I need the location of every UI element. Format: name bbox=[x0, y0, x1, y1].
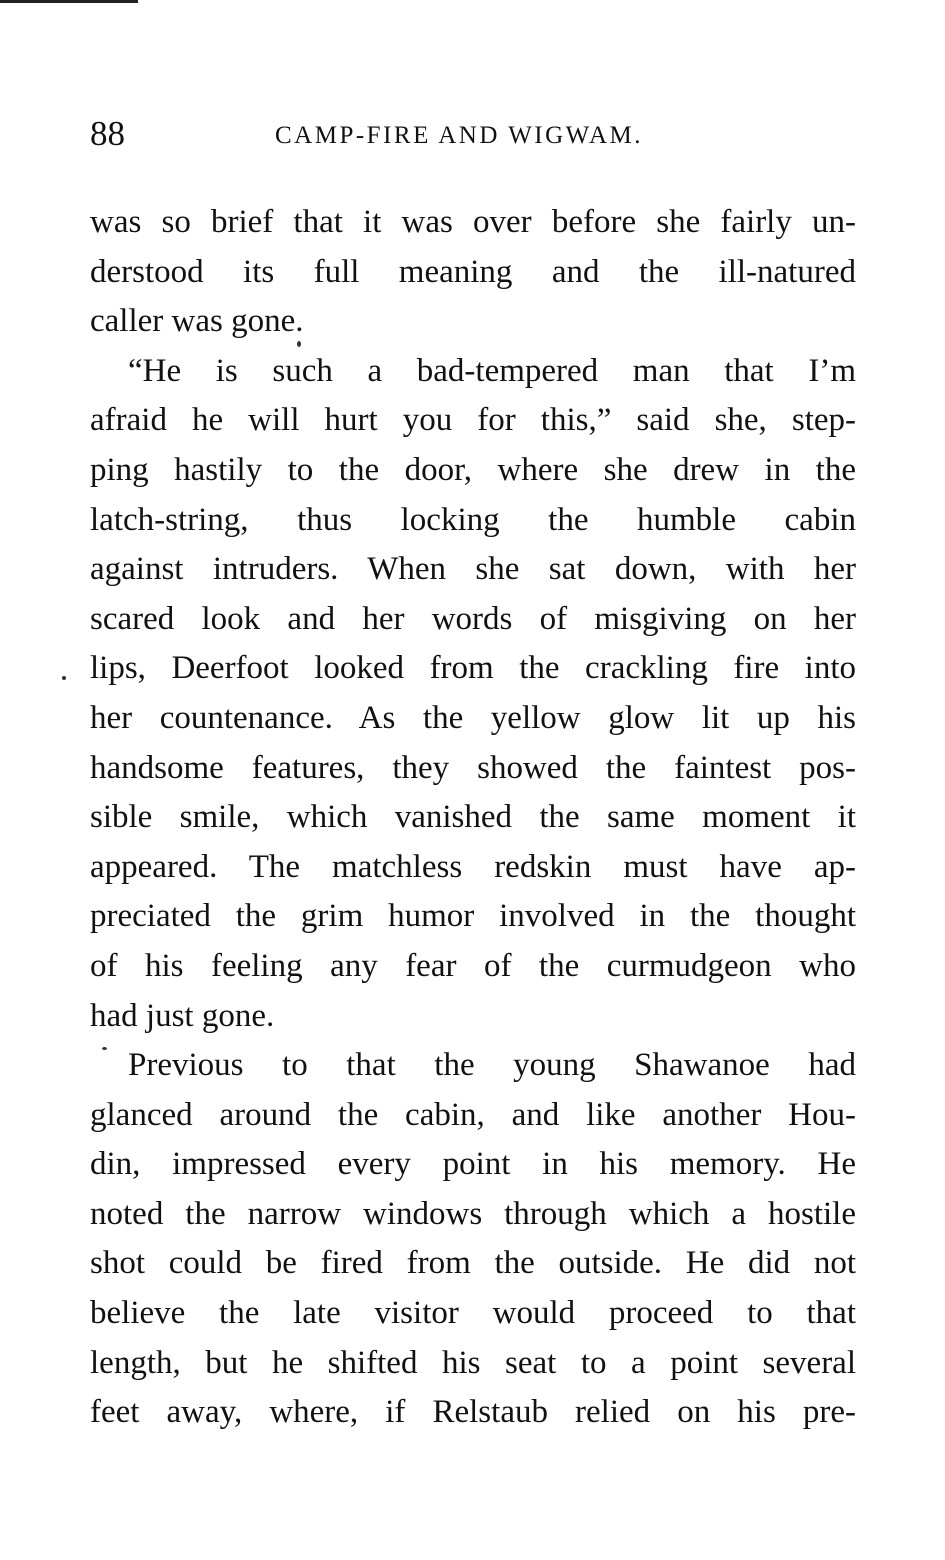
text-line: glanced around the cabin, and like another Hou- bbox=[90, 1096, 856, 1133]
text-line: had just gone. bbox=[90, 997, 275, 1034]
page-number: 88 bbox=[90, 114, 125, 153]
text-line: preciated the grim humor involved in the thought bbox=[90, 898, 856, 935]
scan-speck bbox=[62, 676, 66, 680]
text-line: sible smile, which vanished the same moment it bbox=[90, 799, 856, 836]
paragraph-first-line: “He is such a bad-tempered man that I’m bbox=[128, 352, 856, 389]
text-line: handsome features, they showed the faintest pos- bbox=[90, 749, 856, 786]
scan-speck bbox=[297, 341, 301, 347]
text-line: noted the narrow windows through which a hostile bbox=[90, 1195, 856, 1232]
text-line: feet away, where, if Relstaub relied on his pre- bbox=[90, 1394, 856, 1431]
text-line: afraid he will hurt you for this,” said she, step- bbox=[90, 402, 856, 439]
top-edge-rule bbox=[0, 0, 138, 3]
text-line: latch-string, thus locking the humble cabin bbox=[90, 501, 856, 538]
text-line: was so brief that it was over before she fairly un- bbox=[90, 204, 856, 240]
running-head: CAMP-FIRE AND WIGWAM. bbox=[275, 122, 644, 149]
text-line: appeared. The matchless redskin must have ap- bbox=[90, 848, 856, 885]
text-line: caller was gone. bbox=[90, 303, 304, 340]
paragraph-first-line: Previous to that the young Shawanoe had bbox=[128, 1047, 856, 1084]
scan-speck bbox=[102, 1047, 107, 1050]
text-line: of his feeling any fear of the curmudgeon who bbox=[90, 947, 856, 984]
text-line: against intruders. When she sat down, with her bbox=[90, 551, 856, 588]
text-line: derstood its full meaning and the ill-natured bbox=[90, 253, 856, 290]
text-line: ping hastily to the door, where she drew in the bbox=[90, 451, 856, 488]
text-line: length, but he shifted his seat to a point several bbox=[90, 1344, 856, 1381]
page-header bbox=[90, 112, 860, 156]
text-line: lips, Deerfoot looked from the crackling fire into bbox=[90, 650, 856, 687]
text-line: her countenance. As the yellow glow lit up his bbox=[90, 699, 856, 736]
body-text bbox=[90, 198, 856, 1438]
text-line: believe the late visitor would proceed to that bbox=[90, 1295, 856, 1332]
text-line: din, impressed every point in his memory. He bbox=[90, 1146, 856, 1183]
text-line: shot could be fired from the outside. He did not bbox=[90, 1245, 856, 1282]
text-line: scared look and her words of misgiving on her bbox=[90, 600, 856, 637]
